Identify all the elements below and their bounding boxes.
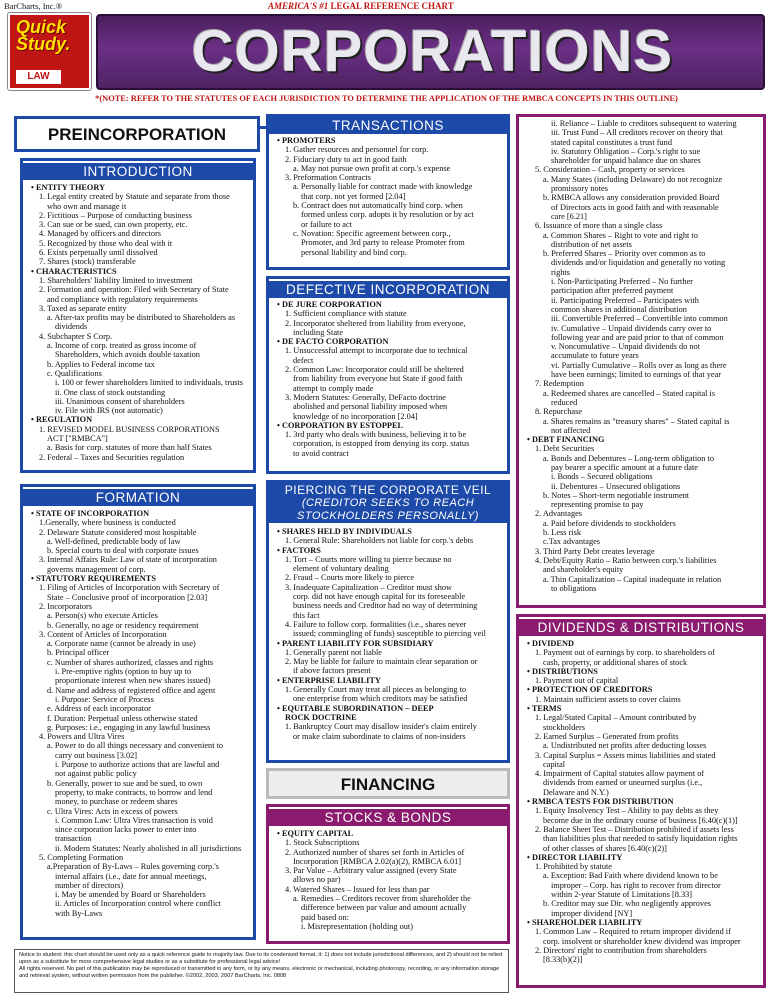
outline-line: • RMBCA TESTS FOR DISTRIBUTION: [527, 797, 674, 807]
outline-line: i. Non-Participating Preferred – No further: [551, 277, 693, 287]
tagline: [268, 0, 454, 12]
outline-line: b. Principal officer: [47, 648, 110, 658]
outline-line: i. Pre-emptive rights (option to buy up to: [55, 667, 191, 677]
outline-line: 2. Incorporators: [39, 601, 92, 611]
outline-line: vi. Partially Cumulative – Rolls over as long as there: [551, 360, 727, 370]
outline-line: promissory notes: [551, 184, 608, 194]
outline-line: business needs and Creditor had no way of determining: [293, 601, 478, 611]
outline-line: 2. Advantages: [535, 509, 583, 519]
outline-line: have been earnings; limited to earnings of that year: [551, 370, 722, 380]
transactions-title: TRANSACTIONS: [269, 117, 507, 134]
outline-line: a. May not pursue own profit at corp.'s expense: [293, 163, 451, 173]
outline-line: formed unless corp. adopts it by resolution or by act: [301, 210, 474, 220]
outline-line: 4. Failure to follow corp. formalities (i.e., shares never: [285, 619, 467, 629]
defective-incorporation-body: [271, 300, 507, 472]
outline-line: or make claim subordinate to claims of non-insiders: [293, 731, 466, 741]
outline-line: 4. Impairment of Capital statutes allow payment of: [535, 769, 705, 779]
outline-line: transaction: [55, 834, 92, 844]
outline-line: d. Name and address of registered office and agent: [47, 685, 216, 695]
outline-line: i. Purpose to authorize actions that are lawful and: [55, 760, 220, 770]
outline-line: iii. Trust Fund – All creditors recover on theory that: [551, 128, 723, 138]
outline-line: 1. 3rd party who deals with business, believing it to be: [285, 430, 467, 440]
top-bar: [0, 0, 773, 12]
formation-section: [20, 484, 256, 940]
outline-line: b. Less risk: [543, 528, 582, 538]
outline-line: following year and are paid prior to that of common: [551, 332, 724, 342]
outline-line: 1. Prohibited by statute: [535, 862, 612, 872]
outline-line: i. May be amended by Board or Shareholders: [55, 890, 206, 900]
page-title: CORPORATIONS: [191, 19, 674, 84]
outline-line: 1. Unsuccessful attempt to incorporate due to technical: [285, 346, 468, 356]
outline-line: 3. Content of Articles of Incorporation: [39, 629, 167, 639]
outline-line: 1. Sufficient compliance with statute: [285, 309, 407, 319]
outline-line: this fact: [293, 610, 320, 620]
outline-line: common shares in additional distribution: [551, 304, 687, 314]
outline-line: distribution of net assets: [551, 239, 632, 249]
outline-line: money, to purchase or redeem shares: [55, 797, 178, 807]
outline-line: internal affairs (i.e., date for annual meetings,: [55, 871, 207, 881]
outline-line: proportionate interest when new shares issued): [55, 676, 211, 686]
outline-line: stockholders: [543, 722, 585, 732]
outline-line: to obligations: [551, 583, 597, 593]
outline-line: paid based on:: [301, 912, 349, 922]
outline-line: 7. Redemption: [535, 379, 584, 389]
outline-line: a. Shares remains as "treasury shares" – Stated capital is: [543, 416, 730, 426]
piercing-veil-subtitle-2: STOCKHOLDERS PERSONALLY): [297, 510, 479, 522]
outline-line: b. Preferred Shares – Priority over common as to: [543, 249, 706, 259]
outline-line: 2. Fiduciary duty to act in good faith: [285, 154, 407, 164]
outline-line: 3. Taxed as separate entity: [39, 303, 127, 313]
outline-line: a. Bonds and Debentures – Long-term obligation to: [543, 453, 714, 463]
outline-line: than liabilities plus that needed to satisfy liquidation rights: [543, 834, 738, 844]
outline-line: improper dividend [NY]: [551, 908, 633, 918]
outline-line: • TERMS: [527, 704, 562, 714]
outline-line: 2. Common Law: Incorporator could still be sheltered: [285, 365, 464, 375]
outline-line: that corp. not yet formed [2.04]: [301, 191, 406, 201]
outline-line: 1. Payment out of capital: [535, 676, 619, 686]
outline-line: 2. Fictitious – Purpose of conducting business: [39, 210, 192, 220]
outline-line: not against public policy: [55, 769, 137, 779]
stocks-bonds-body: [271, 829, 507, 942]
outline-line: a. Exception: Bad Faith where dividend known to be: [543, 871, 718, 881]
outline-line: dividends from earned or unearned surplus (i.e.,: [543, 778, 703, 788]
outline-line: 3. Inadequate Capitalization – Creditor must show: [285, 582, 453, 592]
outline-line: of other classes of shares [6.40(c)(2)]: [543, 843, 667, 853]
outline-line: 1. Generally parent not liable: [285, 647, 382, 657]
piercing-veil-body: [271, 527, 507, 760]
outline-line: a. Person(s) who execute Articles: [47, 611, 158, 621]
outline-line: 4. Subchapter S Corp.: [39, 331, 113, 341]
outline-line: i. 100 or fewer shareholders limited to individuals, trusts: [55, 378, 244, 388]
outline-line: i. Purpose: Service of Process: [55, 694, 154, 704]
outline-line: a. Personally liable for contract made with knowledge: [293, 182, 473, 192]
outline-line: • STATUTORY REQUIREMENTS: [31, 574, 156, 584]
outline-line: 1. Common Law – Required to return improper dividend if: [535, 927, 731, 937]
outline-line: ii. One class of stock outstanding: [55, 387, 166, 397]
outline-line: 1.Generally, where business is conducted: [39, 518, 176, 528]
outline-line: carry out business [3.02]: [55, 750, 138, 760]
outline-line: governs management of corp.: [47, 564, 146, 574]
outline-line: within 2-year Statute of Limitations [8.33]: [551, 890, 693, 900]
legal-notice: [14, 949, 509, 993]
outline-line: who own and manage it: [47, 201, 127, 211]
outline-line: c. Qualifications: [47, 368, 102, 378]
outline-line: dividends and/or liquidation and generally no voting: [551, 258, 726, 268]
outline-line: a. Redeemed shares are cancelled – Stated capital is: [543, 388, 716, 398]
outline-line: b. Generally, power to sue and be sued, to own: [47, 778, 203, 788]
outline-line: 1. Equity Insolvency Test – Ability to pay debts as they: [535, 806, 719, 816]
outline-line: participation after preferred payment: [551, 286, 674, 296]
outline-line: e. Address of each incorporator: [47, 704, 151, 714]
outline-line: a. Remedies – Creditors recover from shareholder the: [293, 894, 471, 904]
outline-line: 1. Legal entity created by Statute and separate from those: [39, 192, 230, 202]
outline-line: 1. Stock Subscriptions: [285, 838, 360, 848]
outline-line: • DIVIDEND: [527, 639, 574, 648]
outline-line: a. Well-defined, predictable body of law: [47, 536, 181, 546]
outline-line: 5. Recognized by those who deal with it: [39, 238, 173, 248]
outline-line: 3. Internal Affairs Rule: Law of state of incorporation: [39, 555, 217, 565]
outline-line: 7. Shares (stock) transferable: [39, 257, 136, 267]
outline-line: pay bearer a specific amount at a future date: [551, 462, 698, 472]
outline-line: • PARENT LIABILITY FOR SUBSIDIARY: [277, 638, 434, 648]
outline-line: and compliance with regulatory requirements: [47, 294, 198, 304]
outline-line: corp. insolvent or shareholder knew dividend was improper: [543, 936, 741, 946]
outline-line: allows no par): [293, 875, 341, 885]
outline-line: 1. General Rule: Shareholders not liable for corp.'s debts: [285, 536, 474, 546]
outline-line: b. RMBCA allows any consideration provided Board: [543, 193, 720, 203]
outline-line: rights: [551, 267, 570, 277]
outline-line: • PROMOTERS: [277, 136, 336, 145]
outline-line: 3. Modern Statutes: Generally, DeFacto doctrine: [285, 392, 446, 402]
outline-line: 1. Maintain sufficient assets to cover claims: [535, 694, 681, 704]
defective-incorporation-section: [266, 276, 510, 474]
outline-line: 2. Authorized number of shares set forth in Articles of: [285, 847, 465, 857]
defective-incorporation-title: DEFECTIVE INCORPORATION: [269, 281, 507, 298]
outline-line: • ENTERPRISE LIABILITY: [277, 675, 381, 685]
outline-line: issued; commingling of funds) susceptible to piercing veil: [293, 629, 486, 639]
outline-line: a. Thin Capitalization – Capital inadequate in relation: [543, 574, 722, 584]
outline-line: ACT ["RMBCA"]: [47, 434, 108, 444]
stocks-bonds-section: [266, 804, 510, 944]
outline-line: including State: [293, 327, 344, 337]
outline-line: ii. Articles of Incorporation control where conflict: [55, 899, 222, 909]
outline-line: 2. Federal – Taxes and Securities regulation: [39, 452, 185, 462]
stocks-bonds-title: STOCKS & BONDS: [269, 809, 507, 826]
outline-line: 3. Preformation Contracts: [285, 173, 371, 183]
piercing-veil-subtitle-1: (CREDITOR SEEKS TO REACH: [301, 497, 475, 509]
outline-line: 3. Capital Surplus = Assets minus liabilities and stated: [535, 750, 716, 760]
outline-line: 1. REVISED MODEL BUSINESS CORPORATIONS: [39, 424, 220, 434]
outline-line: 1. Bankruptcy Court may disallow insider's claim entirely: [285, 722, 477, 732]
formation-body: [25, 509, 253, 937]
outline-line: • DISTRIBUTIONS: [527, 666, 598, 676]
outline-line: element of voluntary dealing: [293, 564, 389, 574]
outline-line: a. Undistributed net profits after deducting losses: [543, 741, 707, 751]
outline-line: • DE JURE CORPORATION: [277, 300, 382, 309]
logo-quick: Quick: [16, 17, 67, 37]
outline-line: corporation, is estopped from denying its corp. status: [293, 439, 470, 449]
outline-line: 1. Payment out of earnings by corp. to shareholders of: [535, 648, 715, 658]
outline-line: abolished and personal liability imposed when: [293, 402, 448, 412]
outline-line: 2. Delaware Statute considered most hospitable: [39, 527, 197, 537]
outline-line: • STATE OF INCORPORATION: [31, 509, 150, 518]
outline-line: 5. Consideration – Cash, property or services: [535, 165, 685, 175]
outline-line: 6. Exists perpetually until dissolved: [39, 248, 158, 258]
logo-text: [16, 19, 70, 53]
outline-line: 1. Legal/Stated Capital – Amount contributed by: [535, 713, 697, 723]
outline-line: with By-Laws: [55, 908, 103, 918]
outline-line: g. Purposes: i.e., engaging in any lawful business: [47, 722, 211, 732]
outline-line: cash, property, or additional shares of stock: [543, 657, 688, 667]
outline-line: iii. Convertible Preferred – Convertible into common: [551, 314, 728, 324]
outline-line: [8.33(b)(2)]: [543, 955, 583, 965]
introduction-section: [20, 158, 256, 473]
piercing-veil-title: [269, 483, 507, 523]
outline-line: • ENTITY THEORY: [31, 183, 106, 192]
outline-line: • SHAREHOLDER LIABILITY: [527, 917, 643, 927]
outline-line: a. Many States (including Delaware) do not recognize: [543, 174, 723, 184]
formation-title: FORMATION: [23, 489, 253, 506]
preincorporation-title: PREINCORPORATION: [47, 125, 227, 144]
stocks-bonds-continued: [516, 114, 766, 608]
tagline-text: LEGAL REFERENCE CHART: [330, 1, 454, 11]
logo-law-label: LAW: [16, 70, 61, 84]
outline-line: accumulate to future years: [551, 351, 639, 361]
outline-line: 1. Shareholders' liability limited to investment: [39, 275, 193, 285]
outline-line: and shareholder's equity: [543, 565, 624, 575]
outline-line: 2. Formation and operation: Filed with Secretary of State: [39, 285, 229, 295]
outline-line: ii. Participating Preferred – Participates with: [551, 295, 699, 305]
outline-line: i. Common Law: Ultra Vires transaction is void: [55, 815, 213, 825]
outline-line: since corporation lacks power to enter into: [55, 825, 197, 835]
transactions-section: [266, 114, 510, 270]
copyright-notice: All rights reserved. No part of this publication may be reproduced or transmitted in any form, or by any means, electronic or mechanical, including photocopy, recording, or any information storage and retrieval system, without written permission from the publisher. ©2002, 2003, 2007 BarCharts, Inc. 0808: [19, 966, 500, 979]
outline-line: • CHARACTERISTICS: [31, 266, 117, 276]
outline-line: 1. Gather resources and personnel for corp.: [285, 145, 429, 155]
outline-line: or failure to act: [301, 219, 352, 229]
introduction-body: [25, 183, 253, 471]
outline-line: 2. Fraud – Courts more likely to pierce: [285, 573, 415, 583]
outline-line: • FACTORS: [277, 545, 321, 555]
outline-line: a. Power to do all things necessary and convenient to: [47, 741, 224, 751]
outline-line: 2. May be liable for failure to maintain clear separation or: [285, 657, 478, 667]
outline-line: ii. Debentures – Unsecured obligations: [551, 481, 681, 491]
outline-line: ROCK DOCTRINE: [285, 712, 357, 722]
outline-line: personal liability and bind corp.: [301, 247, 407, 257]
outline-line: care [6.21]: [551, 211, 587, 221]
piercing-veil-heading: PIERCING THE CORPORATE VEIL: [284, 483, 492, 497]
outline-line: a. Corporate name (cannot be already in use): [47, 639, 196, 649]
notice-to-student: Notice to student: this chart should be used only as a quick reference guide to majority law. Due to its condensed format, it: 1) does not include jurisdictional differences, and 2) should not be relied upon as a substitute for more comprehensive legal studies or as a substitute for professional legal advice!: [19, 952, 503, 965]
preincorporation-header-box: [14, 116, 260, 152]
outline-line: 1. Generally Court may treat all pieces as belonging to: [285, 685, 467, 695]
outline-line: 4. Debt/Equity Ratio – Ratio between corp.'s liabilities: [535, 555, 717, 565]
outline-line: b. Notes – Short-term negotiable instrument: [543, 490, 690, 500]
outline-line: improper – Corp. has right to recover from director: [551, 880, 721, 890]
outline-line: 2. Balance Sheet Test – Distribution prohibited if assets less: [535, 824, 734, 834]
quick-study-logo: [8, 13, 91, 90]
outline-line: b. Applies to Federal income tax: [47, 359, 155, 369]
outline-line: 4. Managed by officers and directors: [39, 229, 161, 239]
outline-line: number of directors): [55, 880, 124, 890]
outline-line: 2. Earned Surplus – Generated from profits: [535, 731, 679, 741]
outline-line: from liability from everyone but State if good faith: [293, 374, 463, 384]
outline-line: corp. did not have enough capital for its foreseeable: [293, 592, 466, 602]
outline-line: stated capital constitutes a trust fund: [551, 137, 672, 147]
statute-note: *(NOTE: REFER TO THE STATUTES OF EACH JURISDICTION TO DETERMINE THE APPLICATION OF THE RMBCA CONCEPTS IN THIS OUTLINE): [95, 94, 678, 103]
outline-line: knowledge of no incorporation [2.04]: [293, 411, 418, 421]
outline-line: 2. Directors' right to contribution from shareholders: [535, 945, 707, 955]
outline-line: iv. Statutory Obligation – Corp.'s right to sue: [551, 146, 701, 156]
outline-line: c. Ultra Vires: Acts in excess of powers: [47, 806, 178, 816]
outline-line: • DIRECTOR LIABILITY: [527, 852, 623, 862]
outline-line: • EQUITY CAPITAL: [277, 829, 354, 838]
outline-line: iv. Cumulative – Unpaid dividends carry over to: [551, 323, 712, 333]
outline-line: c. Number of shares authorized, classes and rights: [47, 657, 214, 667]
outline-line: not affected: [551, 425, 591, 435]
outline-line: • DEBT FINANCING: [527, 435, 605, 445]
outline-line: become due in the ordinary course of business [6.40(c)(1)]: [543, 815, 738, 825]
outline-line: 1. Tort – Courts more willing to pierce because no: [285, 554, 452, 564]
outline-line: • EQUITABLE SUBORDINATION – DEEP: [277, 703, 434, 713]
outline-line: State – Conclusive proof of incorporation [2.03]: [47, 592, 208, 602]
outline-line: ii. Reliance – Liable to creditors subsequent to watering: [551, 119, 737, 128]
outline-line: ii. Modern Statutes: Nearly abolished in all jurisdictions: [55, 843, 242, 853]
outline-line: representing promise to pay: [551, 500, 644, 510]
outline-line: capital: [543, 759, 566, 769]
outline-line: to avoid contract: [293, 448, 349, 458]
outline-line: 3. Par Value – Arbitrary value assigned (every State: [285, 866, 457, 876]
transactions-body: [271, 136, 507, 267]
outline-line: iii. Unanimous consent of shareholders: [55, 396, 185, 406]
outline-line: dividends: [55, 322, 88, 332]
dividends-section: [516, 614, 766, 988]
outline-line: reduced: [551, 397, 578, 407]
outline-line: • CORPORATION BY ESTOPPEL: [277, 420, 404, 430]
outline-line: a. Income of corp. treated as gross income of: [47, 341, 197, 351]
outline-line: 5. Completing Formation: [39, 852, 124, 862]
outline-line: Shareholders, which avoids double taxation: [55, 350, 200, 360]
outline-line: attempt to comply made: [293, 383, 374, 393]
dividends-title: DIVIDENDS & DISTRIBUTIONS: [519, 619, 763, 636]
outline-line: 2. Incorporator sheltered from liability from everyone,: [285, 318, 466, 328]
outline-line: 1. Debt Securities: [535, 444, 595, 454]
outline-line: • DE FACTO CORPORATION: [277, 337, 389, 347]
tagline-rank: AMERICA'S #1: [268, 1, 329, 11]
outline-line: Promoter, and 3rd party to release Promoter from: [301, 238, 465, 248]
outline-line: property, to make contracts, to borrow and lend: [55, 787, 213, 797]
outline-line: a. Paid before dividends to stockholders: [543, 518, 676, 528]
outline-line: b. Special courts to deal with corporate issues: [47, 546, 199, 556]
outline-line: i. Misrepresentation (holding out): [301, 921, 413, 931]
title-banner: [96, 14, 765, 90]
outline-line: 3. Third Party Debt creates leverage: [535, 546, 655, 556]
outline-line: a. Basis for corp. statutes of more than half States: [47, 443, 212, 453]
outline-line: i. Bonds – Secured obligations: [551, 472, 653, 482]
outline-line: 1. Filing of Articles of Incorporation with Secretary of: [39, 583, 220, 593]
outline-line: 4. Powers and Ultra Vires: [39, 732, 125, 742]
outline-line: f. Duration: Perpetual unless otherwise stated: [47, 713, 198, 723]
outline-line: a.Preparation of By-Laws – Rules governing corp.'s: [47, 862, 220, 872]
outline-line: a. After-tax profits may be distributed to Shareholders as: [47, 313, 236, 323]
stocks-bonds-continued-body: [521, 119, 763, 605]
outline-line: b. Creditor may sue Dir. who negligently approves: [543, 899, 711, 909]
outline-line: shareholder for unpaid balance due on shares: [551, 156, 701, 166]
outline-line: of Directors acts in good faith and with reasonable: [551, 202, 719, 212]
outline-line: defect: [293, 355, 314, 365]
outline-line: v. Noncumulative – Unpaid dividends do not: [551, 342, 701, 352]
outline-line: Delaware and N.Y.): [543, 787, 609, 797]
introduction-title: INTRODUCTION: [23, 163, 253, 180]
outline-line: difference between par value and amount actually: [301, 903, 467, 913]
outline-line: iv. File with IRS (not automatic): [55, 406, 163, 416]
piercing-veil-section: [266, 480, 510, 763]
outline-line: 6. Issuance of more than a single class: [535, 221, 663, 231]
outline-line: Incorporation [RMBCA 2.02(a)(2), RMBCA 6.01]: [293, 856, 461, 866]
outline-line: if above factors present: [293, 666, 371, 676]
dividends-body: [521, 639, 763, 985]
outline-line: • SHARES HELD BY INDIVIDUALS: [277, 527, 412, 536]
outline-line: a. Common Shares – Right to vote and right to: [543, 230, 698, 240]
outline-line: 4. Watered Shares – Issued for less than par: [285, 884, 430, 894]
outline-line: c.Tax advantages: [543, 537, 601, 547]
outline-line: • REGULATION: [31, 415, 93, 425]
outline-line: b. Contract does not automatically bind corp. when: [293, 201, 463, 211]
logo-study: Study.: [16, 34, 71, 54]
outline-line: one enterprise from which creditors may be satisfied: [293, 694, 468, 704]
outline-line: • PROTECTION OF CREDITORS: [527, 685, 653, 695]
outline-line: 8. Repurchase: [535, 407, 582, 417]
outline-line: 3. Can sue or be sued, can own property, etc.: [39, 220, 188, 230]
outline-line: b. Generally, no age or residency requirement: [47, 620, 199, 630]
publisher-name: BarCharts, Inc.®: [4, 1, 63, 11]
financing-header-box: [266, 768, 510, 799]
financing-title: FINANCING: [340, 775, 436, 794]
outline-line: c. Novation: Specific agreement between corp.,: [293, 228, 451, 238]
